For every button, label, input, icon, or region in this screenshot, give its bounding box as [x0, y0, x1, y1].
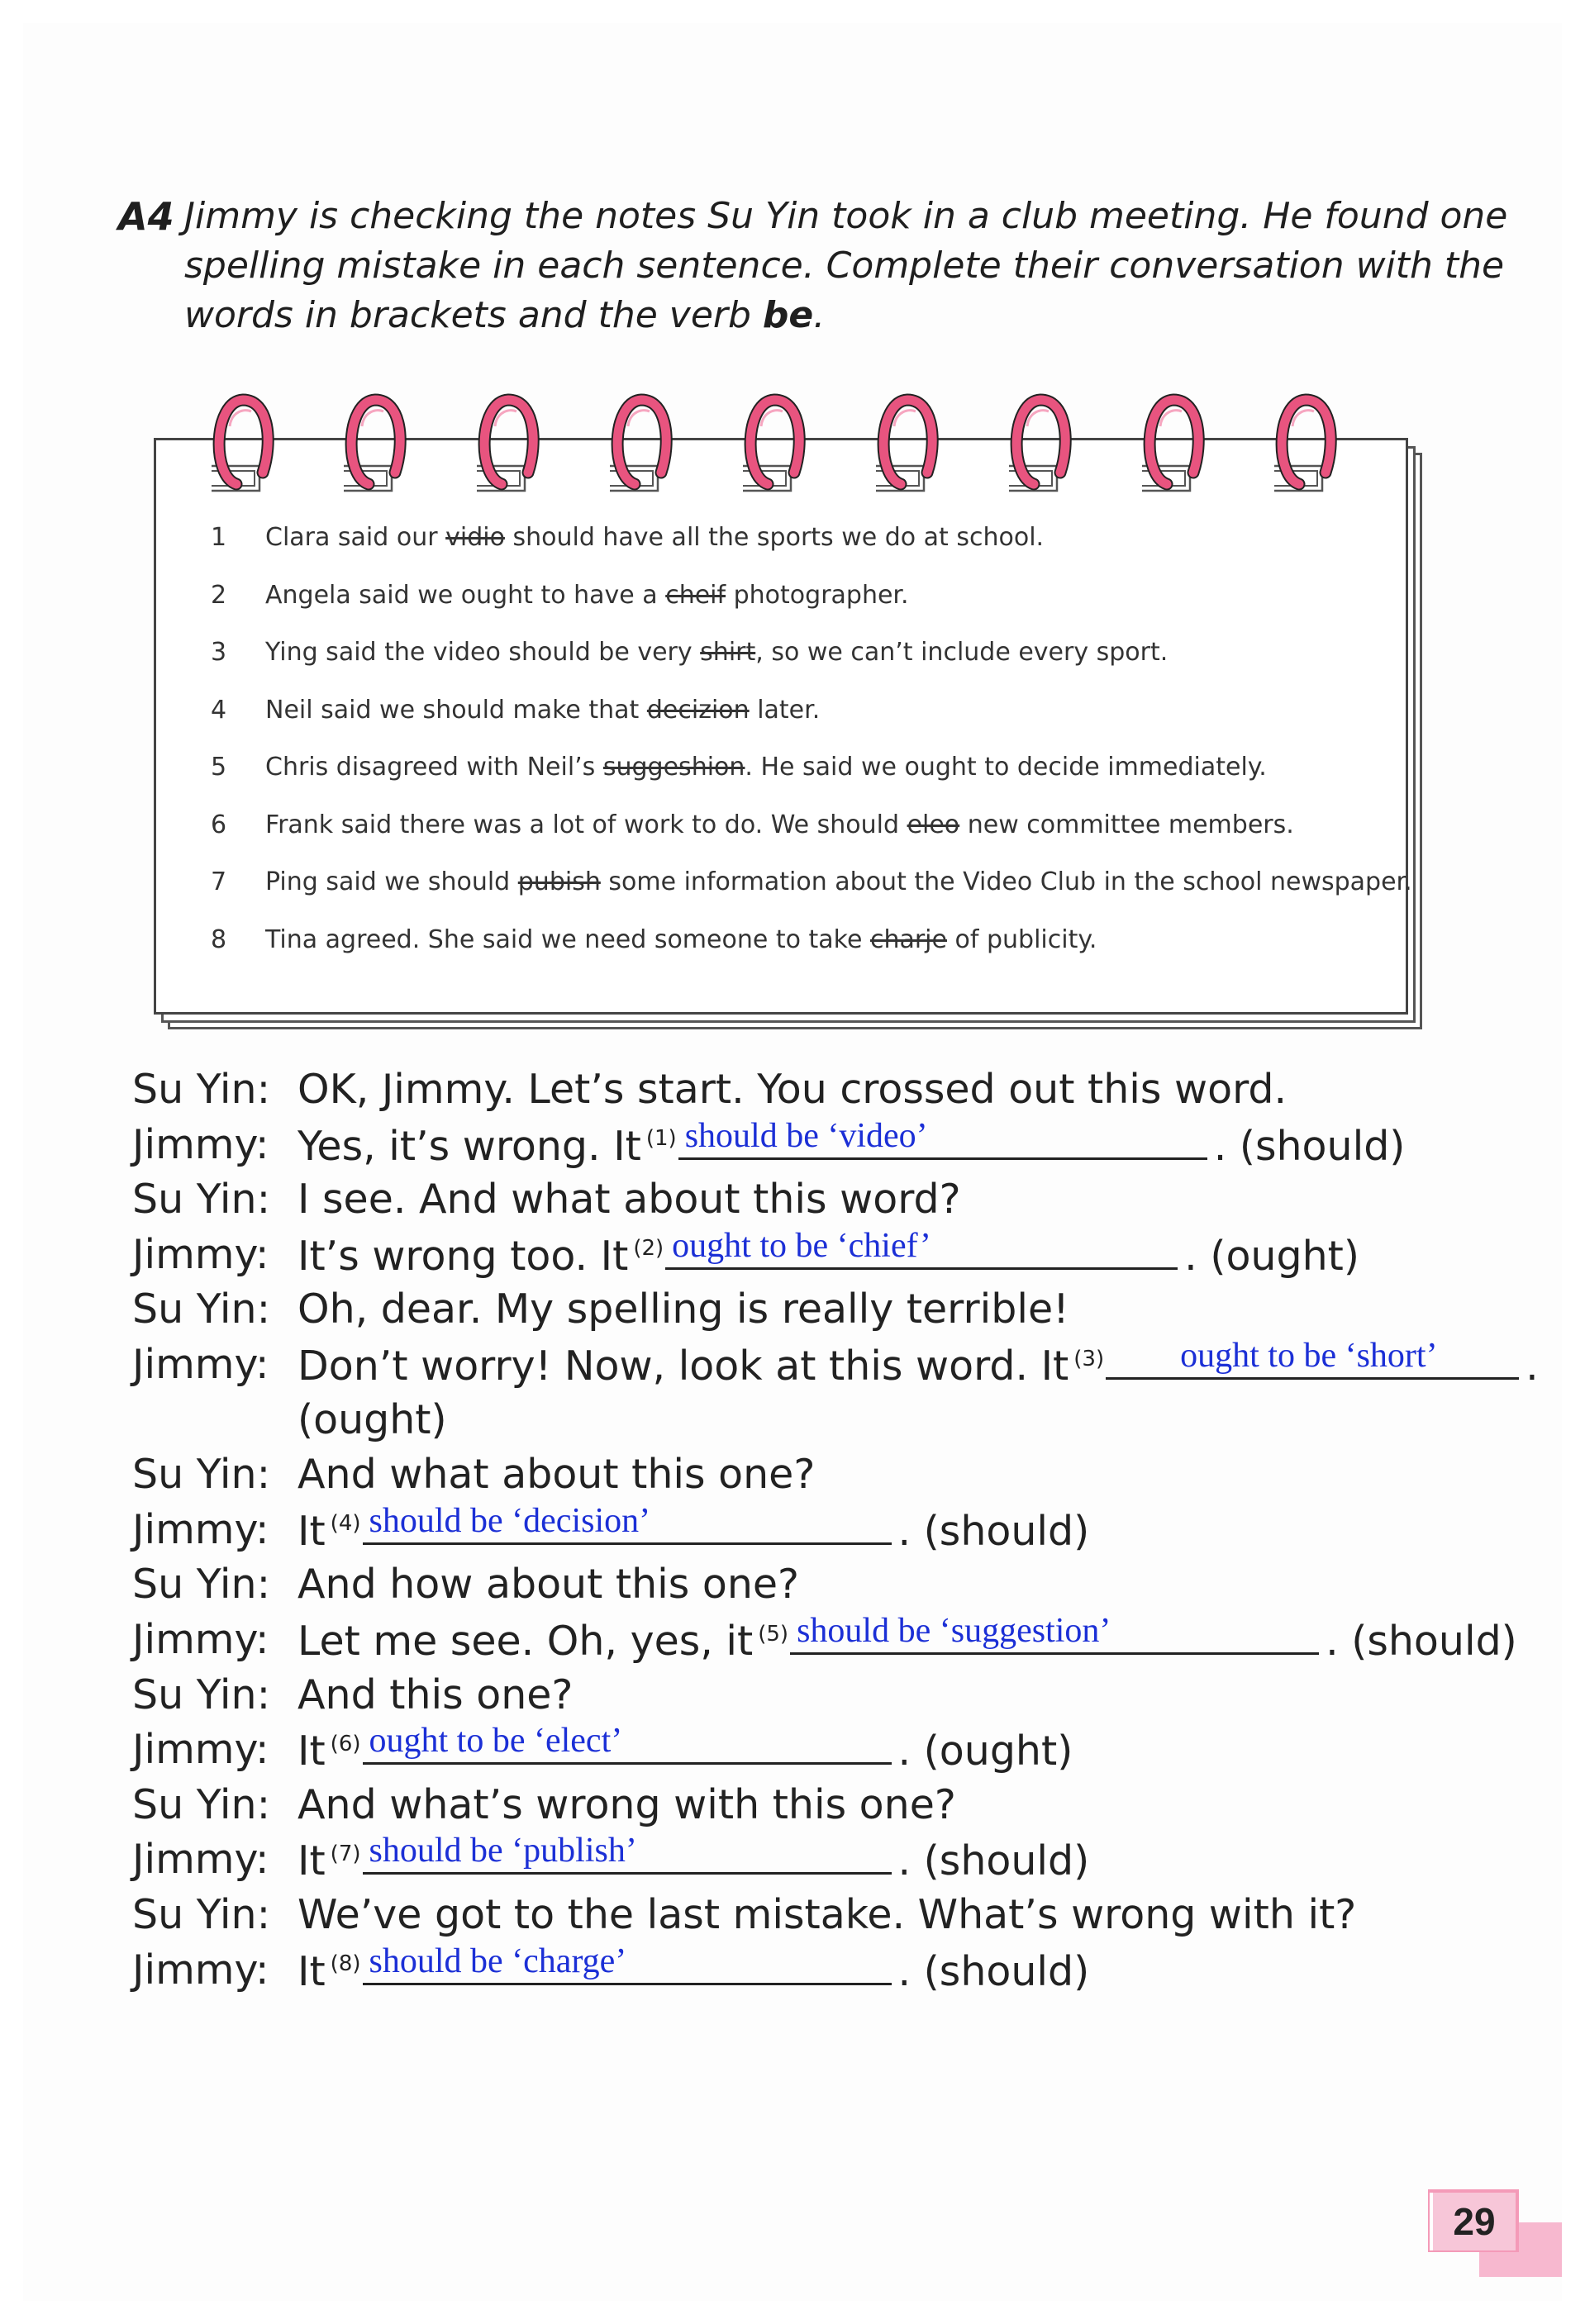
crossed-out-word: charje	[869, 924, 947, 954]
dialogue-text: And how about this one?	[297, 1561, 800, 1609]
note-text: photographer.	[733, 580, 909, 610]
note-text: Ying said the video should be very	[265, 638, 693, 667]
dialogue-text: It $^{(8)}$ should be ‘charge’ . (should)	[297, 1941, 1090, 1995]
blank-number: (4)	[330, 1511, 361, 1537]
crossed-out-word: vidio	[445, 523, 505, 552]
note-item	[211, 753, 1267, 782]
note-text: Ping said we should	[265, 867, 511, 896]
instruction-line-1: Jimmy is checking the notes Su Yin took in a club meeting. He found one	[184, 195, 1508, 237]
speaker-name: Jimmy:	[132, 1341, 269, 1388]
answer-blank[interactable]	[665, 1226, 1178, 1270]
speaker-name: Su Yin:	[132, 1066, 271, 1113]
dialogue-text: (ought)	[297, 1395, 447, 1443]
note-item	[211, 696, 820, 725]
note-text: should have all the sports we do at school.	[512, 523, 1045, 552]
note-text: Angela said we ought to have a	[265, 580, 658, 610]
note-number: 6	[211, 810, 227, 839]
crossed-out-word: cheif	[665, 580, 726, 610]
blank-number: (6)	[330, 1731, 361, 1756]
dialogue-text: It’s wrong too. It $^{(2)}$ ought to be ‘chief’ . (ought)	[297, 1226, 1359, 1280]
speaker-name: Jimmy:	[132, 1230, 269, 1278]
note-item	[211, 638, 1168, 667]
note-item	[211, 867, 1412, 896]
note-number: 7	[211, 867, 227, 896]
note-item	[211, 581, 909, 610]
handwritten-answer: ought to be ‘elect’	[369, 1722, 623, 1761]
speaker-name: Su Yin:	[132, 1780, 271, 1828]
blank-number: (8)	[330, 1951, 361, 1977]
blank-number: (1)	[645, 1126, 677, 1152]
dialogue-text: I see. And what about this word?	[297, 1176, 961, 1224]
note-text: Tina agreed. She said we need someone to take	[265, 924, 863, 954]
blank-number: (7)	[330, 1842, 361, 1867]
speaker-name: Jimmy:	[132, 1616, 269, 1663]
note-text: Chris disagreed with Neil’s	[265, 753, 596, 782]
crossed-out-word: pubish	[517, 867, 601, 896]
crossed-out-word: decizion	[646, 695, 750, 725]
speaker-name: Jimmy:	[132, 1505, 269, 1553]
handwritten-answer: should be ‘charge’	[369, 1941, 627, 1980]
spiral-ring-icon	[477, 393, 541, 497]
crossed-out-word: shirt	[700, 638, 756, 667]
verb-be: be	[762, 294, 814, 336]
spiral-ring-icon	[1274, 393, 1339, 497]
speaker-name: Jimmy:	[132, 1836, 269, 1884]
note-item	[211, 523, 1044, 552]
speaker-name: Jimmy:	[132, 1726, 269, 1774]
blank-number: (2)	[633, 1236, 664, 1262]
page-number: 29	[1430, 2193, 1516, 2250]
note-text: of publicity.	[954, 924, 1097, 954]
dialogue-text: Don’t worry! Now, look at this word. It $^{(3)}$ ought to be ‘short’ .	[297, 1337, 1539, 1390]
dialogue-text: OK, Jimmy. Let’s start. You crossed out this word.	[297, 1066, 1288, 1113]
note-number: 3	[211, 638, 227, 667]
speaker-name: Jimmy:	[132, 1946, 269, 1994]
handwritten-answer: ought to be ‘chief’	[672, 1226, 931, 1265]
speaker-name: Su Yin:	[132, 1451, 271, 1499]
handwritten-answer: should be ‘video’	[684, 1116, 928, 1155]
answer-blank[interactable]	[790, 1612, 1319, 1655]
note-item	[211, 925, 1097, 954]
dialogue-text: And what’s wrong with this one?	[297, 1780, 956, 1828]
note-text: , so we can’t include every sport.	[755, 638, 1169, 667]
note-text: Neil said we should make that	[265, 695, 640, 725]
speaker-name: Jimmy:	[132, 1120, 269, 1168]
dialogue-text: Let me see. Oh, yes, it $^{(5)}$ should be ‘suggestion’ . (should)	[297, 1612, 1517, 1665]
answer-blank[interactable]	[363, 1722, 892, 1765]
speaker-name: Su Yin:	[132, 1176, 271, 1224]
exercise-label: A4	[118, 194, 174, 239]
speaker-name: Su Yin:	[132, 1891, 271, 1938]
note-text: later.	[757, 695, 821, 725]
spiral-ring-icon	[743, 393, 807, 497]
spiral-ring-icon	[1009, 393, 1073, 497]
handwritten-answer: ought to be ‘short’	[1180, 1337, 1438, 1375]
note-text: . He said we ought to decide immediately.	[745, 753, 1267, 782]
note-number: 1	[211, 523, 227, 552]
note-text: Frank said there was a lot of work to do. We should	[265, 810, 900, 839]
note-number: 8	[211, 924, 227, 954]
dialogue-text: And this one?	[297, 1671, 574, 1718]
speaker-name: Su Yin:	[132, 1286, 271, 1333]
answer-blank[interactable]	[678, 1116, 1207, 1160]
handwritten-answer: should be ‘suggestion’	[797, 1612, 1111, 1650]
dialogue-text: It $^{(4)}$ should be ‘decision’ . (should)	[297, 1501, 1090, 1555]
dialogue-text: It $^{(7)}$ should be ‘publish’ . (should)	[297, 1832, 1090, 1885]
instruction-line-2: spelling mistake in each sentence. Complete their conversation with the	[184, 245, 1505, 287]
dialogue-text: Yes, it’s wrong. It $^{(1)}$ should be ‘video’ . (should)	[297, 1116, 1406, 1170]
handwritten-answer: should be ‘publish’	[369, 1832, 637, 1870]
spiral-ring-icon	[610, 393, 674, 497]
note-text: some information about the Video Club in the school newspaper.	[608, 867, 1412, 896]
blank-number: (3)	[1073, 1346, 1105, 1371]
spiral-ring-icon	[876, 393, 940, 497]
speaker-name: Su Yin:	[132, 1561, 271, 1609]
instruction-line-3: words in brackets and the verb be.	[184, 294, 826, 336]
note-number: 4	[211, 695, 227, 725]
note-text: Clara said our	[265, 523, 438, 552]
note-number: 2	[211, 580, 227, 610]
speaker-name: Su Yin:	[132, 1671, 271, 1718]
note-item	[211, 810, 1294, 839]
note-number: 5	[211, 753, 227, 782]
dialogue-text: It $^{(6)}$ ought to be ‘elect’ . (ought)	[297, 1722, 1073, 1775]
note-text: new committee members.	[967, 810, 1294, 839]
handwritten-answer: should be ‘decision’	[369, 1501, 651, 1540]
spiral-ring-icon	[212, 393, 276, 497]
crossed-out-word: suggeshion	[602, 753, 745, 782]
spiral-ring-icon	[1142, 393, 1207, 497]
crossed-out-word: eleo	[907, 810, 960, 839]
dialogue-text: And what about this one?	[297, 1451, 816, 1499]
spiral-ring-icon	[344, 393, 408, 497]
blank-number: (5)	[758, 1621, 789, 1647]
dialogue-text: Oh, dear. My spelling is really terrible!	[297, 1286, 1069, 1333]
dialogue-text: We’ve got to the last mistake. What’s wrong with it?	[297, 1891, 1357, 1938]
answer-blank[interactable]	[1106, 1337, 1519, 1380]
